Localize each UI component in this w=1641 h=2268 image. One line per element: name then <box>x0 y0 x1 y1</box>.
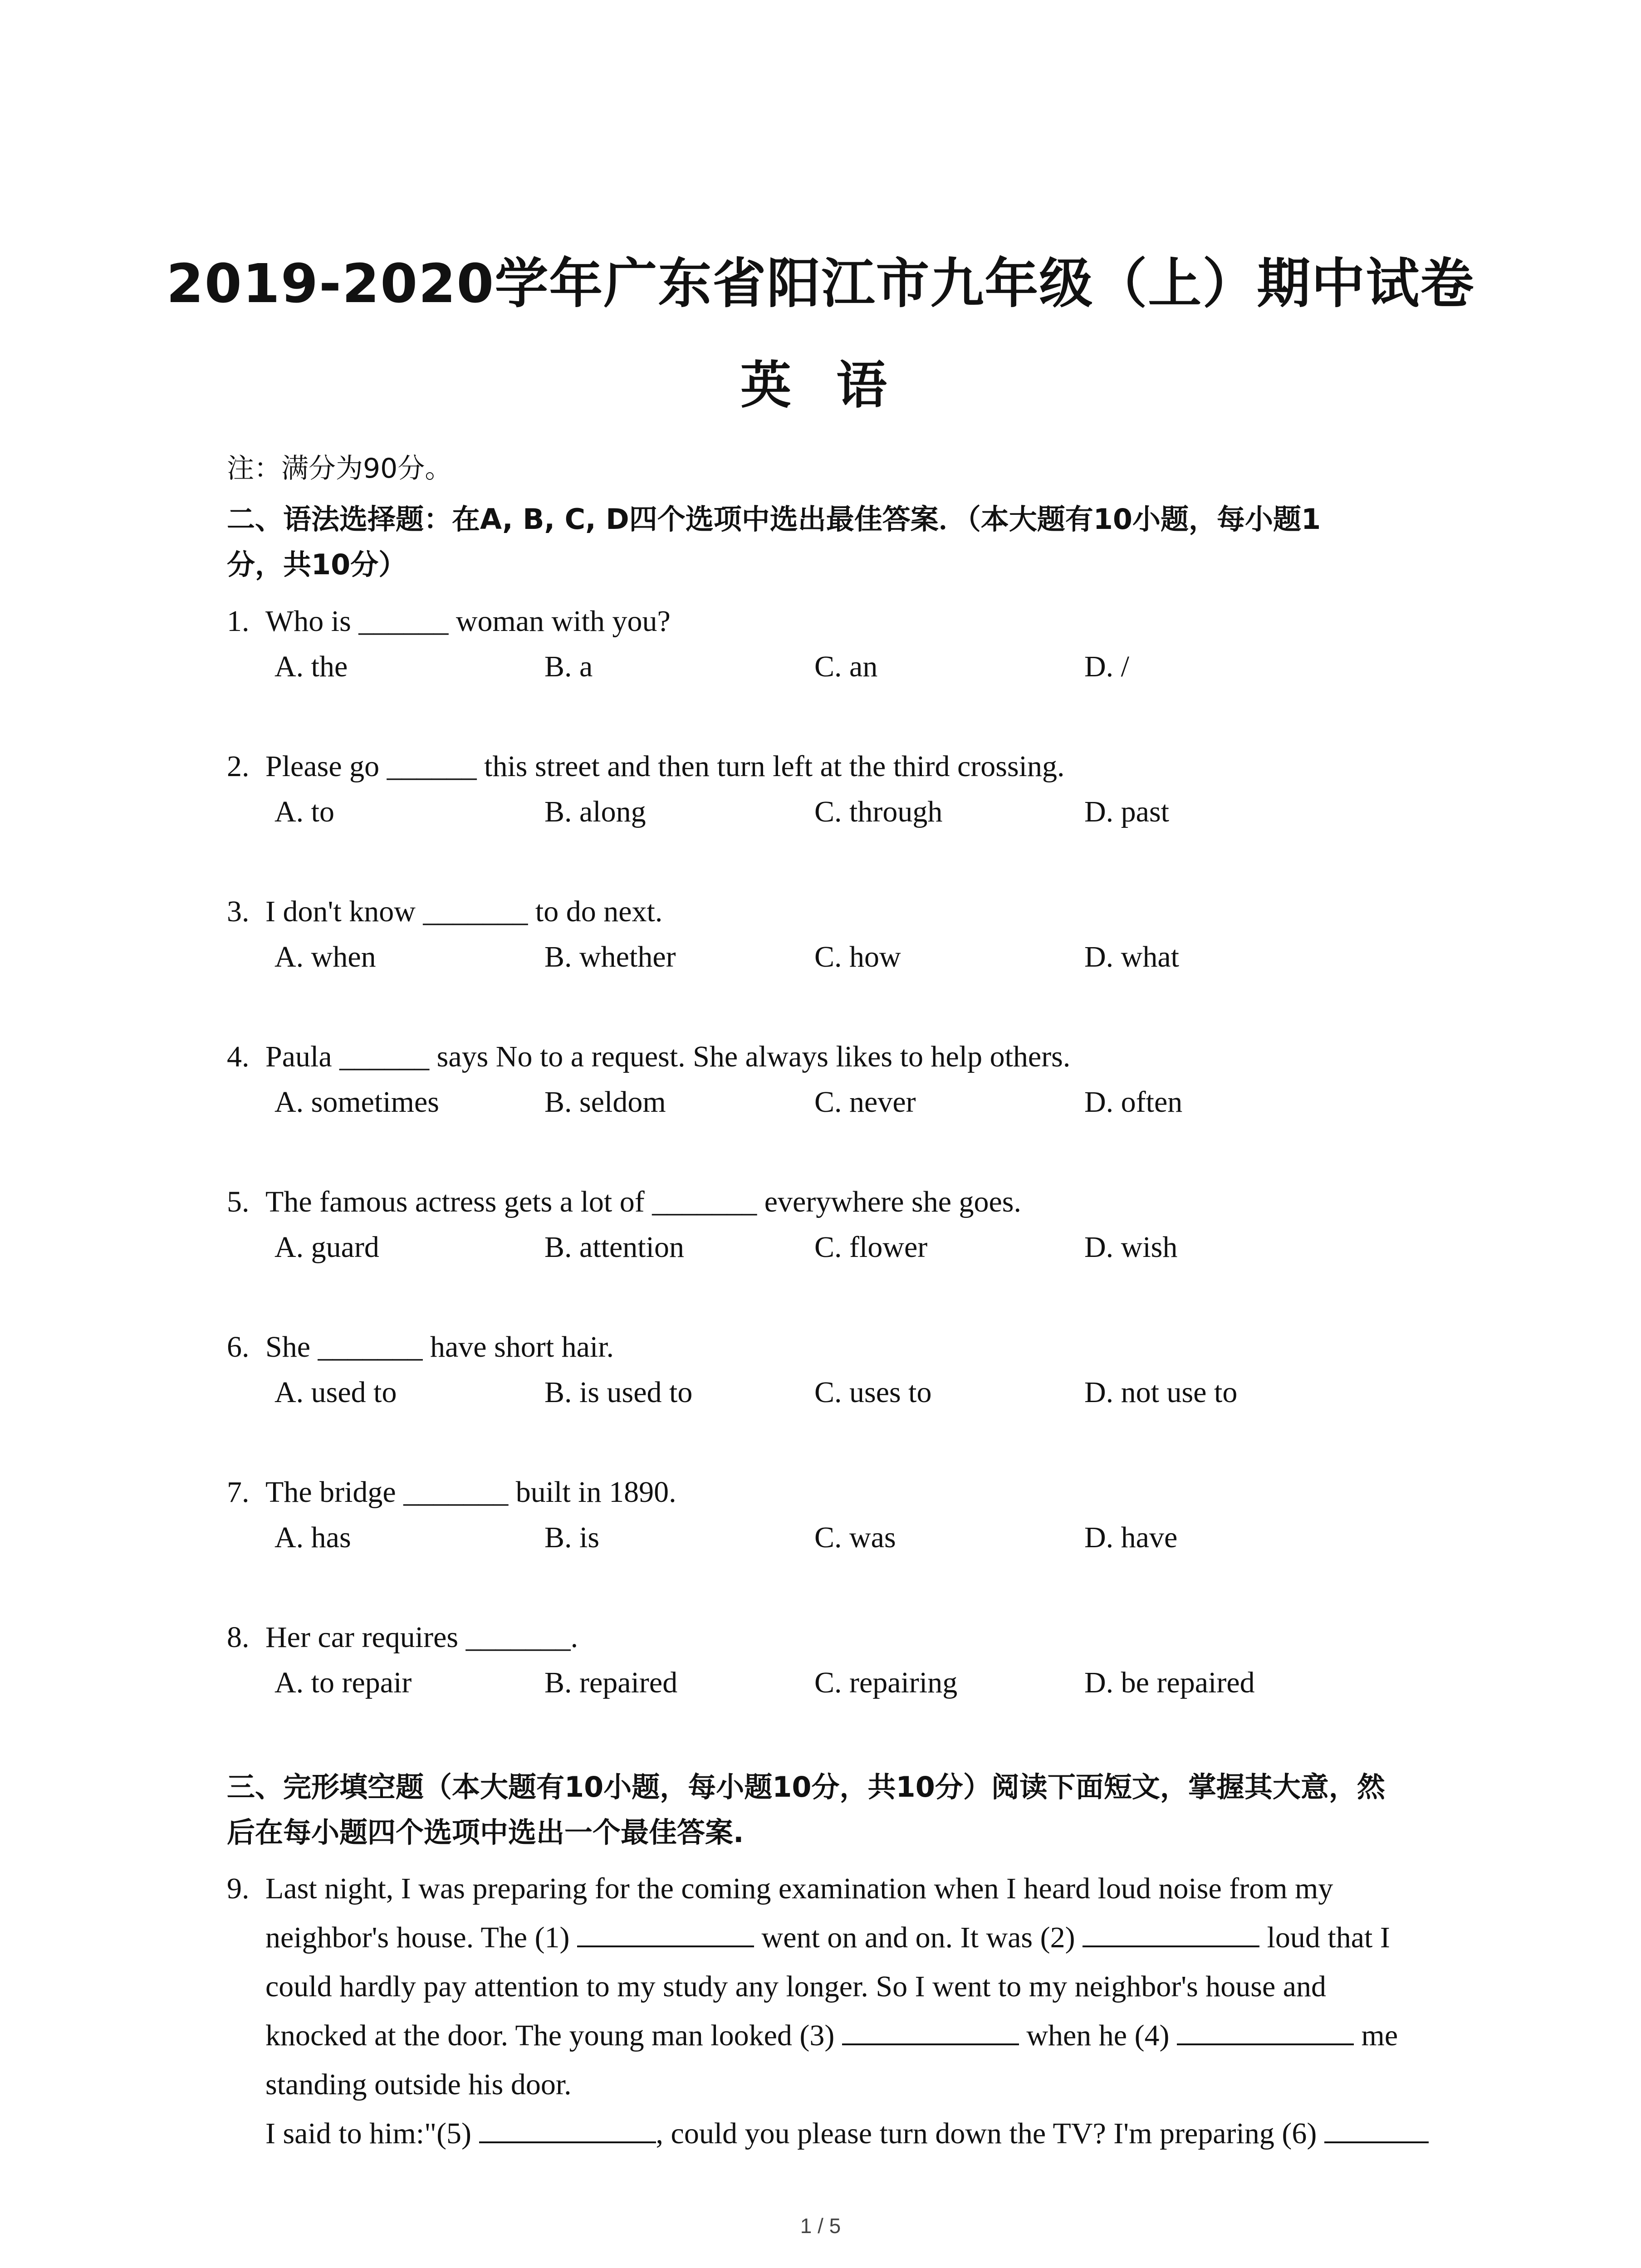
passage-text: went on and on. It was (2) <box>761 1921 1075 1954</box>
option-c: C. an <box>814 650 878 683</box>
option-d: D. wish <box>1084 1231 1178 1264</box>
option-c: C. through <box>814 795 943 828</box>
answer-blank <box>577 1918 754 1947</box>
page-number: 1 / 5 <box>800 2214 841 2238</box>
question-number: 6. <box>227 1330 250 1364</box>
option-d: D. be repaired <box>1084 1666 1255 1699</box>
option-b: B. is used to <box>544 1376 693 1409</box>
question-number: 2. <box>227 750 250 783</box>
option-b: B. seldom <box>544 1085 666 1119</box>
option-b: B. attention <box>544 1231 684 1264</box>
passage-text: loud that I <box>1267 1921 1390 1954</box>
answer-blank <box>842 2016 1019 2045</box>
option-a: A. sometimes <box>274 1085 439 1119</box>
passage-text: I said to him:"(5) <box>265 2117 472 2150</box>
passage-text: , could you please turn down the TV? I'm preparing (6) <box>656 2117 1317 2150</box>
option-c: C. flower <box>814 1231 928 1264</box>
question-item <box>227 1179 1543 1270</box>
question-item <box>227 1034 1543 1125</box>
option-c: C. never <box>814 1085 916 1119</box>
question-stem: Who is ______ woman with you? <box>265 605 671 638</box>
question-number: 4. <box>227 1040 250 1073</box>
question-item <box>227 1325 1543 1415</box>
question-item <box>227 1615 1543 1706</box>
section-heading-line: 三、完形填空题（本大题有10小题，每小题10分，共10分）阅读下面短文，掌握其大意，然 <box>227 1770 1385 1804</box>
passage-text: could hardly pay attention to my study any longer. So I went to my neighbor's house and <box>265 1970 1327 2003</box>
question-number: 1. <box>227 605 250 638</box>
question-number: 5. <box>227 1185 250 1218</box>
page-subtitle: 英 语 <box>740 356 901 415</box>
option-c: C. uses to <box>814 1376 932 1409</box>
question-stem: I don't know _______ to do next. <box>265 895 663 928</box>
question-stem: The bridge _______ built in 1890. <box>265 1476 676 1509</box>
option-b: B. a <box>544 650 593 683</box>
question-stem: The famous actress gets a lot of _______ everywhere she goes. <box>265 1185 1021 1218</box>
option-b: B. repaired <box>544 1666 678 1699</box>
option-d: D. past <box>1084 795 1169 828</box>
answer-blank <box>1324 2114 1429 2143</box>
option-c: C. how <box>814 940 901 973</box>
option-d: D. have <box>1084 1521 1178 1554</box>
option-d: D. what <box>1084 940 1179 973</box>
option-a: A. guard <box>274 1231 379 1264</box>
question-number: 3. <box>227 895 250 928</box>
option-d: D. not use to <box>1084 1376 1238 1409</box>
cloze-passage <box>227 1864 1452 2158</box>
option-a: A. used to <box>274 1376 397 1409</box>
question-item <box>227 744 1543 835</box>
option-c: C. was <box>814 1521 896 1554</box>
answer-blank <box>1177 2016 1354 2045</box>
section-heading-line: 二、语法选择题：在A, B, C, D四个选项中选出最佳答案．（本大题有10小题，每小题1 <box>227 503 1321 536</box>
page-title: 2019-2020学年广东省阳江市九年级（上）期中试卷 <box>166 252 1475 315</box>
section-heading-line: 分，共10分） <box>227 548 407 581</box>
question-number: 7. <box>227 1476 250 1509</box>
question-stem: Paula ______ says No to a request. She always likes to help others. <box>265 1040 1071 1073</box>
question-stem: Please go ______ this street and then turn left at the third crossing. <box>265 750 1065 783</box>
question-item <box>227 1470 1543 1560</box>
passage-text: me <box>1361 2019 1398 2052</box>
section-grammar-heading <box>227 497 1461 587</box>
score-note: 注：满分为90分。 <box>227 453 452 484</box>
option-a: A. when <box>274 940 376 973</box>
option-b: B. along <box>544 795 646 828</box>
option-a: A. has <box>274 1521 351 1554</box>
passage-text: standing outside his door. <box>265 2068 572 2101</box>
question-number: 8. <box>227 1621 250 1654</box>
option-a: A. to <box>274 795 334 828</box>
question-number: 9. <box>227 1872 250 1905</box>
section-cloze-heading <box>227 1765 1461 1855</box>
question-stem: Her car requires _______. <box>265 1621 578 1654</box>
answer-blank <box>1083 1918 1259 1947</box>
answer-blank <box>479 2114 656 2143</box>
passage-text: knocked at the door. The young man looked (3) <box>265 2019 835 2052</box>
option-d: D. often <box>1084 1085 1183 1119</box>
section-heading-line: 后在每小题四个选项中选出一个最佳答案. <box>227 1816 744 1849</box>
option-b: B. whether <box>544 940 676 973</box>
passage-text: neighbor's house. The (1) <box>265 1921 570 1954</box>
option-b: B. is <box>544 1521 600 1554</box>
question-stem: She _______ have short hair. <box>265 1330 614 1364</box>
option-d: D. / <box>1084 650 1129 683</box>
passage-text: when he (4) <box>1026 2019 1170 2052</box>
option-a: A. to repair <box>274 1666 412 1699</box>
question-item <box>227 599 1543 689</box>
passage-text: Last night, I was preparing for the coming examination when I heard loud noise from my <box>265 1872 1333 1905</box>
question-item <box>227 889 1543 980</box>
option-c: C. repairing <box>814 1666 958 1699</box>
option-a: A. the <box>274 650 348 683</box>
